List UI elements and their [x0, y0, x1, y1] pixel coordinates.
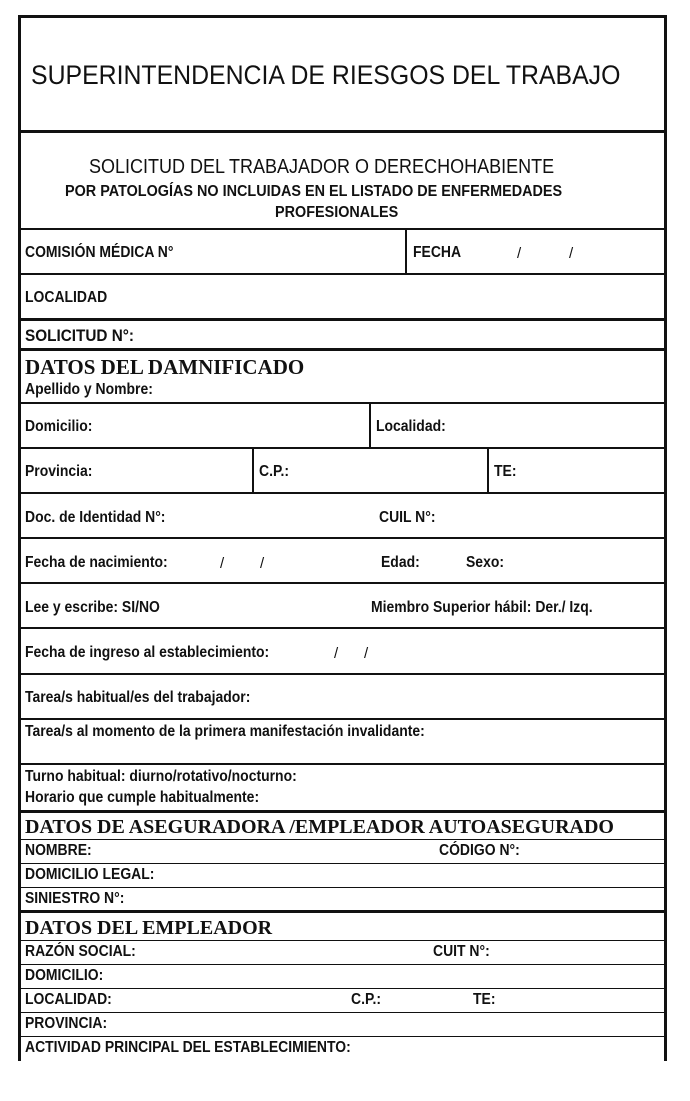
fecha-label: FECHA	[413, 244, 462, 261]
miembro-superior-label: Miembro Superior hábil: Der./ Izq.	[371, 599, 593, 616]
provincia-empleador-label: PROVINCIA:	[25, 1015, 108, 1032]
cp-label: C.P.:	[259, 463, 289, 480]
nombre-label: NOMBRE:	[25, 842, 92, 859]
codigo-label: CÓDIGO N°:	[439, 842, 520, 859]
sexo-label: Sexo:	[466, 554, 504, 571]
cp-empleador-label: C.P.:	[351, 991, 381, 1008]
fecha-nacimiento-label: Fecha de nacimiento:	[25, 554, 168, 571]
form-title: SUPERINTENDENCIA DE RIESGOS DEL TRABAJO	[31, 60, 621, 90]
domicilio-legal-label: DOMICILIO LEGAL:	[25, 866, 155, 883]
cuit-label: CUIT N°:	[433, 943, 490, 960]
date-separator: /	[569, 245, 574, 262]
divider	[21, 228, 664, 230]
date-separator: /	[260, 555, 265, 572]
localidad-empleador-label: LOCALIDAD:	[25, 991, 112, 1008]
horario-label: Horario que cumple habitualmente:	[25, 789, 260, 806]
cuil-label: CUIL N°:	[379, 509, 436, 526]
tarea-momento-label: Tarea/s al momento de la primera manifestación invalidante:	[25, 723, 425, 740]
doc-identidad-label: Doc. de Identidad N°:	[25, 509, 166, 526]
date-separator: /	[220, 555, 225, 572]
lee-escribe-label: Lee y escribe: SI/NO	[25, 599, 160, 616]
form-subtitle: SOLICITUD DEL TRABAJADOR O DERECHOHABIENTE	[89, 156, 555, 178]
turno-habitual-label: Turno habitual: diurno/rotativo/nocturno:	[25, 768, 297, 785]
date-separator: /	[334, 645, 339, 662]
domicilio-empleador-label: DOMICILIO:	[25, 967, 104, 984]
te-label: TE:	[494, 463, 517, 480]
apellido-nombre-label: Apellido y Nombre:	[25, 381, 153, 398]
razon-social-label: RAZÓN SOCIAL:	[25, 943, 136, 960]
comision-medica-label: COMISIÓN MÉDICA N°	[25, 244, 174, 261]
provincia-label: Provincia:	[25, 463, 93, 480]
domicilio-label: Domicilio:	[25, 418, 93, 435]
form-subtitle-line2: POR PATOLOGÍAS NO INCLUIDAS EN EL LISTADO DE ENFERMEDADES	[65, 183, 563, 200]
siniestro-label: SINIESTRO N°:	[25, 890, 125, 907]
te-empleador-label: TE:	[473, 991, 496, 1008]
actividad-principal-label: ACTIVIDAD PRINCIPAL DEL ESTABLECIMIENTO:	[25, 1039, 351, 1056]
form-subtitle-line3: PROFESIONALES	[275, 204, 399, 221]
solicitud-label: SOLICITUD N°:	[25, 326, 134, 345]
fecha-ingreso-label: Fecha de ingreso al establecimiento:	[25, 644, 270, 661]
tarea-habitual-label: Tarea/s habitual/es del trabajador:	[25, 689, 251, 706]
localidad-damnificado-label: Localidad:	[376, 418, 446, 435]
date-separator: /	[364, 645, 369, 662]
section-aseguradora-heading: DATOS DE ASEGURADORA /EMPLEADOR AUTOASEGURADO	[25, 816, 614, 838]
localidad-label: LOCALIDAD	[25, 289, 108, 306]
date-separator: /	[517, 245, 522, 262]
section-damnificado-heading: DATOS DEL DAMNIFICADO	[25, 355, 305, 379]
divider	[21, 130, 664, 133]
edad-label: Edad:	[381, 554, 420, 571]
form	[18, 15, 667, 1061]
section-empleador-heading: DATOS DEL EMPLEADOR	[25, 917, 273, 939]
